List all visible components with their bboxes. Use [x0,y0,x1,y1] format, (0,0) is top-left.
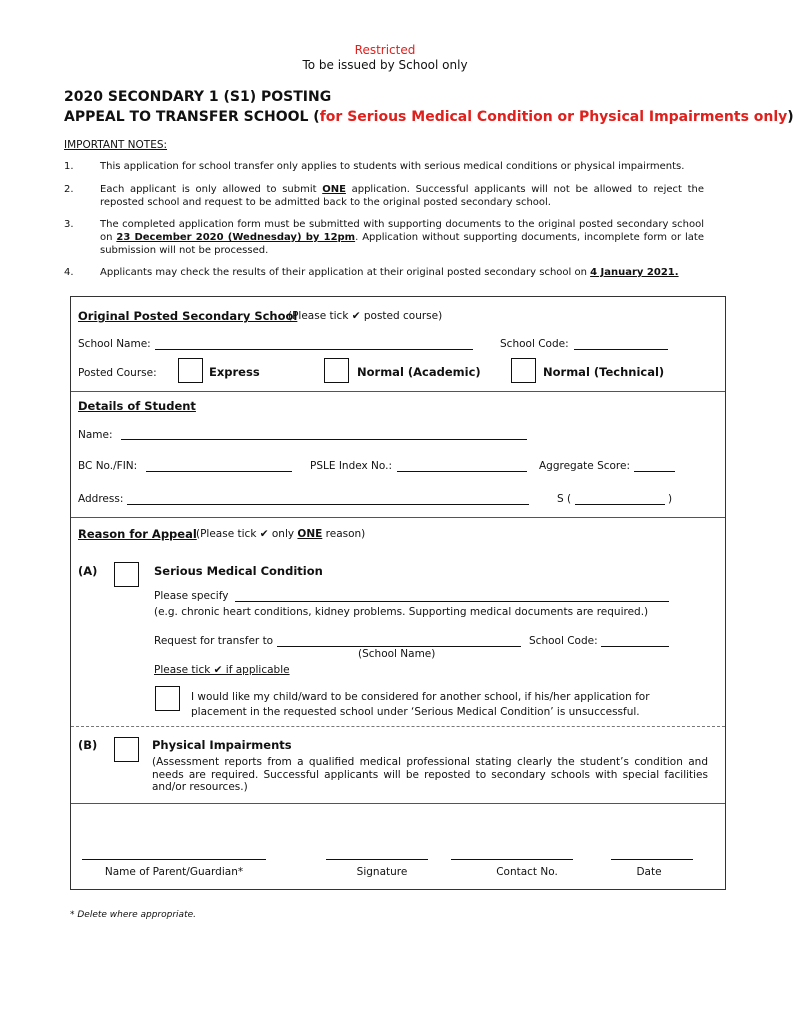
date-label: Date [636,866,662,878]
original-school-heading: Original Posted Secondary School [78,309,298,323]
course-nt-label: Normal (Technical) [543,365,665,379]
name-label: Name: [78,429,113,441]
note-text: Applicants may check the results of their application at their original posted secondary school on 4 January 2021. [100,267,679,278]
issued-label: To be issued by School only [302,58,468,72]
title-prefix: APPEAL TO TRANSFER SCHOOL ( [64,109,320,125]
section-divider [71,803,725,804]
contact-label: Contact No. [496,866,558,878]
reason-b-title: Physical Impairments [152,738,292,752]
student-details-heading: Details of Student [78,399,196,413]
reason-a-checkbox[interactable] [114,562,139,587]
course-express-label: Express [209,365,260,379]
specify-field[interactable] [235,601,669,602]
normal-academic-checkbox[interactable] [324,358,349,383]
bc-fin-label: BC No./FIN: [78,460,138,472]
title-red-part: for Serious Medical Condition or Physical Impairments only [319,109,788,125]
reason-a-label: (A) [78,564,98,578]
express-checkbox[interactable] [178,358,203,383]
reason-a-title: Serious Medical Condition [154,564,323,578]
form-title-line2 [64,109,794,125]
reason-b-checkbox[interactable] [114,737,139,762]
date-line[interactable] [611,859,693,860]
reason-b-label: (B) [78,738,98,752]
transfer-school-code-label: School Code: [529,635,598,647]
school-name-caption: (School Name) [358,648,436,660]
parent-name-line[interactable] [82,859,266,860]
school-name-label: School Name: [78,338,151,350]
footnote: * Delete where appropriate. [70,910,196,920]
reason-b-text: (Assessment reports from a qualified medical professional stating clearly the student’s condition and needs are required. Successful applicants will be reposted to secondary schools with special facilities and/or resources.) [152,756,708,793]
normal-technical-checkbox[interactable] [511,358,536,383]
transfer-school-code-field[interactable] [601,646,669,647]
reason-heading: Reason for Appeal [78,527,197,541]
tick-if-applicable: Please tick ✔ if applicable [154,664,290,676]
consider-other-school-text: I would like my child/ward to be considered for another school, if his/her application for placement in the requested school under ‘Serious Medical Condition’ is unsuccessful. [191,691,650,718]
address-field[interactable] [127,504,529,505]
consider-other-school-checkbox[interactable] [155,686,180,711]
postal-code-field[interactable] [575,504,665,505]
postal-suffix: ) [668,493,673,505]
section-divider [71,517,725,518]
section-divider [71,391,725,392]
note-number: 1. [64,161,74,172]
psle-label: PSLE Index No.: [310,460,393,472]
note-number: 3. [64,219,74,230]
signature-label: Signature [356,866,408,878]
bc-fin-field[interactable] [146,471,292,472]
dotted-divider [71,726,725,727]
example-text: (e.g. chronic heart conditions, kidney problems. Supporting medical documents are required.) [154,606,649,618]
title-suffix: ) [787,109,794,125]
note-number: 2. [64,184,74,195]
student-name-field[interactable] [121,439,527,440]
transfer-school-field[interactable] [277,646,521,647]
note-text: The completed application form must be submitted with supporting documents to the original posted secondary school on 23 December 2020 (Wednesday) by 12pm. Application without supporting documents, incomplete form or late submission will not be processed. [100,219,705,256]
original-school-hint: (Please tick ✔ posted course) [288,310,443,322]
note-text: Each applicant is only allowed to submit ONE application. Successful applicants will not be allowed to reject the reposted school and request to be admitted back to the original posted secondary school. [100,184,705,208]
course-na-label: Normal (Academic) [357,365,481,379]
posted-course-label: Posted Course: [78,367,157,379]
psle-field[interactable] [397,471,527,472]
parent-name-label: Name of Parent/Guardian* [104,866,244,878]
aggregate-label: Aggregate Score: [539,460,631,472]
contact-line[interactable] [451,859,573,860]
signature-line[interactable] [326,859,428,860]
notes-heading: IMPORTANT NOTES: [64,139,168,151]
note-number: 4. [64,267,74,278]
request-transfer-label: Request for transfer to [154,635,274,647]
form-title-line1: 2020 SECONDARY 1 (S1) POSTING [64,89,332,105]
reason-hint: (Please tick ✔ only ONE reason) [196,528,366,540]
school-code-label: School Code: [500,338,569,350]
restricted-label: Restricted [354,43,416,57]
aggregate-field[interactable] [634,471,675,472]
note-text: This application for school transfer only applies to students with serious medical conditions or physical impairments. [100,161,685,172]
postal-prefix: S ( [557,493,572,505]
school-name-field[interactable] [155,349,473,350]
school-code-field[interactable] [574,349,668,350]
address-label: Address: [78,493,124,505]
please-specify-label: Please specify [154,590,229,602]
